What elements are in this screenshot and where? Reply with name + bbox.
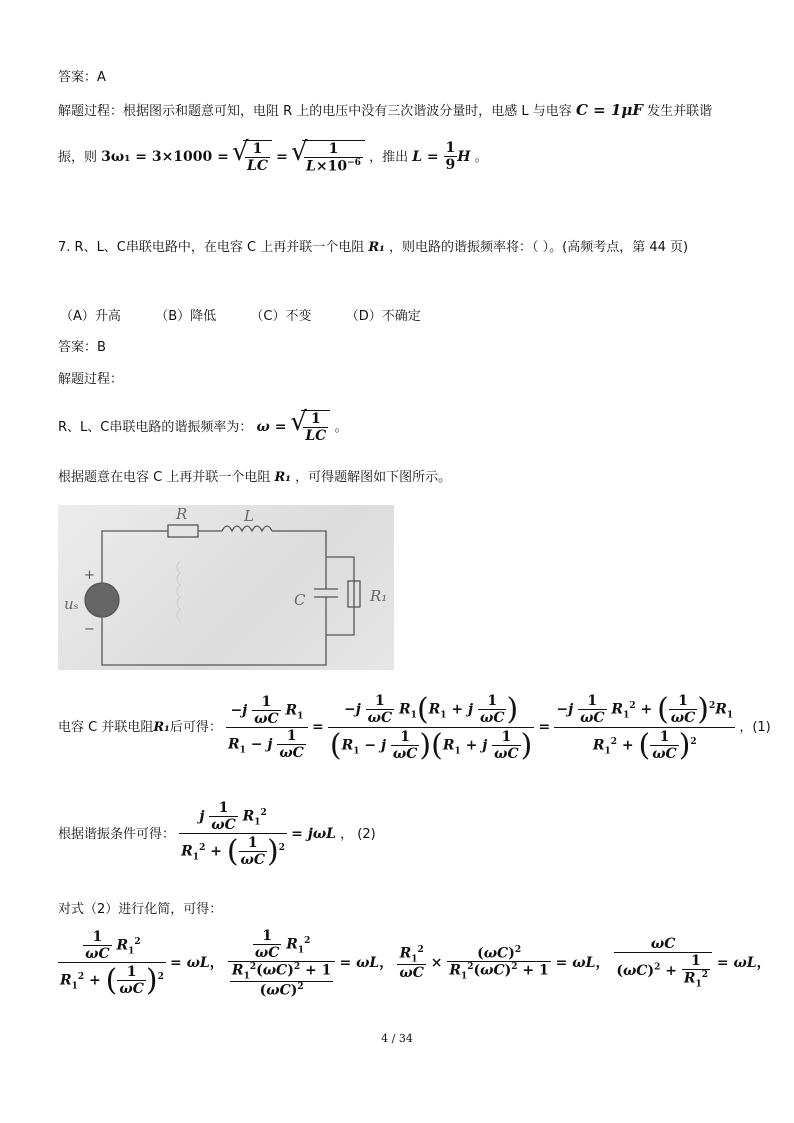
eq1-r1: R₁ <box>153 720 170 735</box>
equation-2: 根据谐振条件可得： j $\frac{1}{\omega C}$ $R_1^2$ $R_1^2$ + ( $\frac{1}{\omega C}$ )$^2$ = jωL ， (2) <box>58 800 376 869</box>
eq1-suffix: 后可得： <box>169 720 222 735</box>
solution-1-prefix: 振，则 <box>58 149 98 165</box>
circuit-photo <box>58 505 394 670</box>
label-R: R <box>176 505 188 523</box>
options <box>60 305 421 324</box>
eq1-fraction-3: −j $\frac{1}{\omega C}$ $R_1^2$ + ( $\frac{1}{\omega C}$ )$^2R_1$ $R_1^2$ + ( $\frac{1}{\omega C}$ )$^2$ <box>556 692 734 763</box>
eq-3omega: 3ω₁ = 3×1000 = <box>101 148 229 165</box>
simplify-step-1: $\frac{1}{\omega C}$ $R_1^2$ $R_1^2$ + ( $\frac{1}{\omega C}$ )$^2$ <box>60 929 164 999</box>
infer-text: ，推出 <box>369 149 409 165</box>
solution-1-text: 解题过程：根据图示和题意可知，电阻 R 上的电压中没有三次谐波分量时，电感 L 与电容 <box>58 104 572 119</box>
parallel-r1: R₁ <box>274 470 291 485</box>
end-mark: 。 <box>474 149 488 165</box>
label-plus: + <box>84 568 95 583</box>
eq1-label: ，(1) <box>739 720 771 735</box>
label-minus: − <box>84 622 95 637</box>
option-b: （B）降低 <box>155 309 217 324</box>
label-R1: R₁ <box>370 587 388 605</box>
answer-1: 答案：A <box>58 70 106 85</box>
simplification-chain: $\frac{1}{\omega C}$ $R_1^2$ $R_1^2$ + ( $\frac{1}{\omega C}$ )$^2$ = ωL， $\frac{1}{\omega C}$ $R_1^2$ $\frac{R_1^2(\omega C)^2 + 1}{(\omega C)^2}$ = ωL， $\frac{R_1^2}{\omega C}$ × $\frac{(\omega C)^2}{R_1^2(\omega C)^2 + 1}$ = ωL， ωC $(\omega C)^2$ + $\frac{1}{R_1^2}$ = ωL， <box>60 928 771 1000</box>
question-7-text: 7. R、L、C串联电路中，在电容 C 上再并联一个电阻 <box>58 240 365 255</box>
simplify-step-4: ωC $(\omega C)^2$ + $\frac{1}{R_1^2}$ = ωL， <box>616 936 771 990</box>
answer-2: 答案：B <box>58 340 106 355</box>
option-c: （C）不变 <box>250 309 312 324</box>
parallel-line <box>58 466 451 485</box>
question-7-r1: R₁ <box>368 240 385 255</box>
label-L: L <box>244 507 254 525</box>
solution-1-line-2: 振，则 3ω₁ = 3×1000 = √ $\frac{1}{LC}$ = √ $\frac{1}{L\times 10^{-6}}$ ，推出 L = $\frac{1}{9}$ H 。 <box>58 140 488 175</box>
result-L: L = $\frac{1}{9}$ H <box>412 140 471 174</box>
resonance-text: R、L、C串联电路的谐振频率为： <box>58 420 253 435</box>
eq2-fraction: j $\frac{1}{\omega C}$ $R_1^2$ $R_1^2$ + ( $\frac{1}{\omega C}$ )$^2$ <box>181 800 285 869</box>
resonance-end: 。 <box>334 420 348 435</box>
simplify-step-2: $\frac{1}{\omega C}$ $R_1^2$ $\frac{R_1^2(\omega C)^2 + 1}{(\omega C)^2}$ <box>228 928 335 999</box>
simplify-text: 对式（2）进行化简，可得： <box>58 902 223 917</box>
parallel-text-b: ，可得题解图如下图所示。 <box>295 470 452 485</box>
simplify-step-3: $\frac{R_1^2}{\omega C}$ × $\frac{(\omega C)^2}{R_1^2(\omega C)^2 + 1}$ = ωL， <box>399 944 615 982</box>
option-d: （D）不确定 <box>345 309 421 324</box>
label-us: uₛ <box>64 595 79 613</box>
eq2-prefix: 根据谐振条件可得： <box>58 827 176 842</box>
eq1-fraction-2: −j $\frac{1}{\omega C}$ $R_1(R_1 + j$ $\frac{1}{\omega C}$ ) ($R_1 - j$ $\frac{1}{\omega C}$ )($R_1 + j$ $\frac{1}{\omega C}$ ) <box>329 692 533 763</box>
sqrt-1-over-L-10: √ $\frac{1}{L\times 10^{-6}}$ <box>302 140 365 175</box>
circuit-diagram <box>58 505 394 670</box>
eq1-fraction-1: −j $\frac{1}{\omega C}$ $R_1$ $R_1 - j$ $\frac{1}{\omega C}$ <box>226 694 308 761</box>
parallel-text: 根据题意在电容 C 上再并联一个电阻 <box>58 470 271 485</box>
eq1-prefix: 电容 C 并联电阻 <box>58 720 154 735</box>
solution-1-line-1 <box>58 100 712 119</box>
solution-2-label: 解题过程： <box>58 372 124 387</box>
option-a: （A）升高 <box>60 309 121 324</box>
solution-1-text-b: 发生并联谐 <box>647 104 713 119</box>
sqrt-1-over-LC: √ $\frac{1}{LC}$ <box>243 140 272 174</box>
capacitance-value: C = 1μF <box>575 101 643 119</box>
eq2-label: ， (2) <box>340 827 376 842</box>
question-7-text-b: ，则电路的谐振频率将：（ ）。(高频考点，第 44 页) <box>389 240 689 255</box>
equation-1: 电容 C 并联电阻R₁后可得： −j $\frac{1}{\omega C}$ $R_1$ $R_1 - j$ $\frac{1}{\omega C}$ = −j $\frac{1}{\omega C}$ $R_1(R_1 + j$ $\frac{1}{\omega C}$ ) ($R_1 - j$ $\frac{1}{\omega C}$ )($R_1 + j$ $\frac{1}{\omega C}$ ) = −j $\frac{1}{\omega C}$ $R_1^2$ + ( $\frac{1}{\omega C}$ )$^2R_1$ $R_1^2$ + ( $\frac{1}{\omega C}$ )$^2$ ，(1) <box>58 692 771 763</box>
resonance-line <box>58 410 347 444</box>
resonance-formula: ω = √ $\frac{1}{LC}$ <box>257 419 331 435</box>
question-7 <box>58 236 688 255</box>
page-number: 4 / 34 <box>381 1032 413 1045</box>
label-C: C <box>294 591 306 609</box>
